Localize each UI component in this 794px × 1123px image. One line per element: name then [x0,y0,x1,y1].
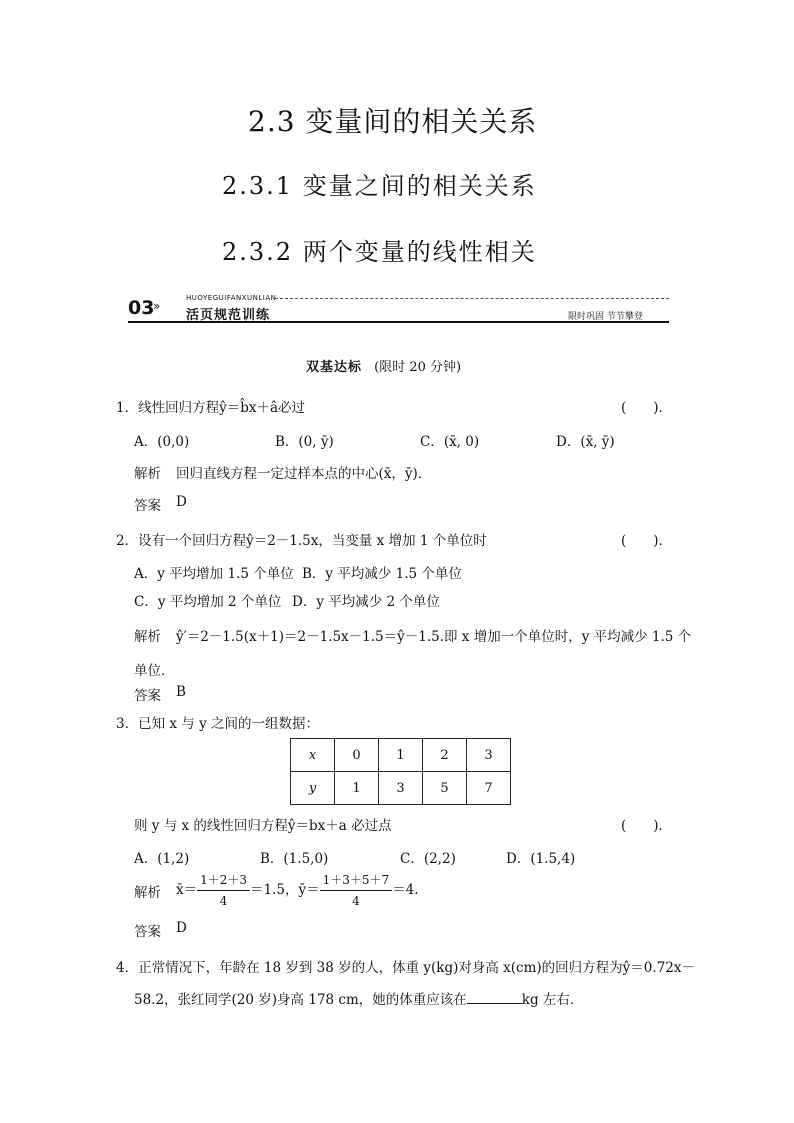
table-cell: x [291,739,335,772]
q1-answer-label: 答案 [134,498,161,514]
chevron-icon: » [153,299,161,313]
q3-option-c: C．(2,2) [400,851,456,867]
q1-answer: D [176,494,187,510]
section-time: (限时 20 分钟) [374,360,462,375]
q3-analysis [176,870,419,911]
q2-analysis-line1: ŷ′＝2－1.5(x＋1)＝2－1.5x－1.5＝ŷ－1.5.即 x 增加一个单位时，y 平均减少 1.5 个 [176,629,692,645]
fraction-2-denominator: 4 [352,894,360,908]
q2-option-b: B．y 平均减少 1.5 个单位 [302,566,462,582]
q4-line2 [134,988,583,1008]
q1-analysis: 回归直线方程一定过样本点的中心(x̄，ȳ)． [176,466,432,482]
q2-analysis-label: 解析 [134,629,161,645]
table-cell: 1 [379,739,423,772]
q2-paren: ( )． [621,533,673,549]
banner-right-text: 限时巩固 节节攀登 [568,312,643,322]
q3-option-b: B．(1.5,0) [260,851,329,867]
q3-answer-label: 答案 [134,924,161,940]
section-title: 双基达标 [306,360,363,375]
fraction-1 [197,870,250,911]
banner-pinyin: HUOYEGUIFANXUNLIAN [186,294,277,302]
table-cell: 0 [335,739,379,772]
q2-answer: B [176,684,186,700]
title-subsection-1: 2.3.1 变量之间的相关关系 [222,172,537,200]
section-heading [306,356,461,375]
q3-mid: ＝1.5，ȳ＝ [250,882,320,898]
title-section: 2.3 变量间的相关关系 [248,105,538,138]
table-cell: 7 [467,772,511,805]
q3-data-table [290,738,511,805]
fraction-1-denominator: 4 [219,894,228,908]
fraction-2-numerator: 1＋3＋5＋7 [320,870,393,891]
q4-line1: 4．正常情况下，年龄在 18 岁到 38 岁的人，体重 y(kg)对身高 x(cm)的回归方程为ŷ＝0.72x－ [116,960,695,976]
q3-option-a: A．(1,2) [134,851,190,867]
table-cell: 5 [423,772,467,805]
banner-number: 03 [128,297,155,319]
q1-analysis-label: 解析 [134,466,161,482]
title-subsection-2: 2.3.2 两个变量的线性相关 [222,238,537,266]
q1-option-a: A．(0,0) [134,434,190,450]
q1-option-d: D．(x̄, ȳ) [556,434,615,450]
table-cell: 3 [467,739,511,772]
q2-option-a: A．y 平均增加 1.5 个单位 [134,566,294,582]
table-cell: 2 [423,739,467,772]
table-row [291,772,511,805]
q3-paren: ( )． [621,818,673,834]
q3-end: ＝4. [392,882,419,898]
table-cell: 1 [335,772,379,805]
q2-stem: 2．设有一个回归方程ŷ＝2－1.5x，当变量 x 增加 1 个单位时 [116,533,487,549]
q2-analysis-line2: 单位． [134,663,175,679]
banner-dashed-rule [275,298,669,299]
q2-option-d: D．y 平均减少 2 个单位 [292,594,440,610]
banner-rule [128,321,669,323]
q3-analysis-label: 解析 [134,885,161,901]
q3-stem2: 则 y 与 x 的线性回归方程ŷ＝bx＋a 必过点 [134,818,392,834]
table-cell: y [291,772,335,805]
q2-answer-label: 答案 [134,688,161,704]
fraction-1-numerator: 1＋2＋3 [197,870,250,891]
q4-answer-blank [467,991,522,1004]
q1-option-b: B．(0, ȳ) [275,434,334,450]
q3-stem: 3．已知 x 与 y 之间的一组数据： [116,716,319,732]
q4-line2-unit: kg 左右． [521,992,584,1008]
q4-line2-text: 58.2，张红同学(20 岁)身高 178 cm，她的体重应该在 [134,992,467,1008]
fraction-2 [320,870,393,911]
q1-paren: ( )． [621,400,673,416]
q3-answer: D [176,920,187,936]
q2-option-c: C．y 平均增加 2 个单位 [134,594,282,610]
q1-option-c: C．(x̄, 0) [420,434,480,450]
q1-stem: 1．线性回归方程ŷ＝b̂x＋â必过 [116,400,306,416]
table-cell: 3 [379,772,423,805]
table-row [291,739,511,772]
q3-xbar: x̄＝ [176,882,198,898]
banner-title: 活页规范训练 [186,308,271,323]
q3-option-d: D．(1.5,4) [506,851,576,867]
